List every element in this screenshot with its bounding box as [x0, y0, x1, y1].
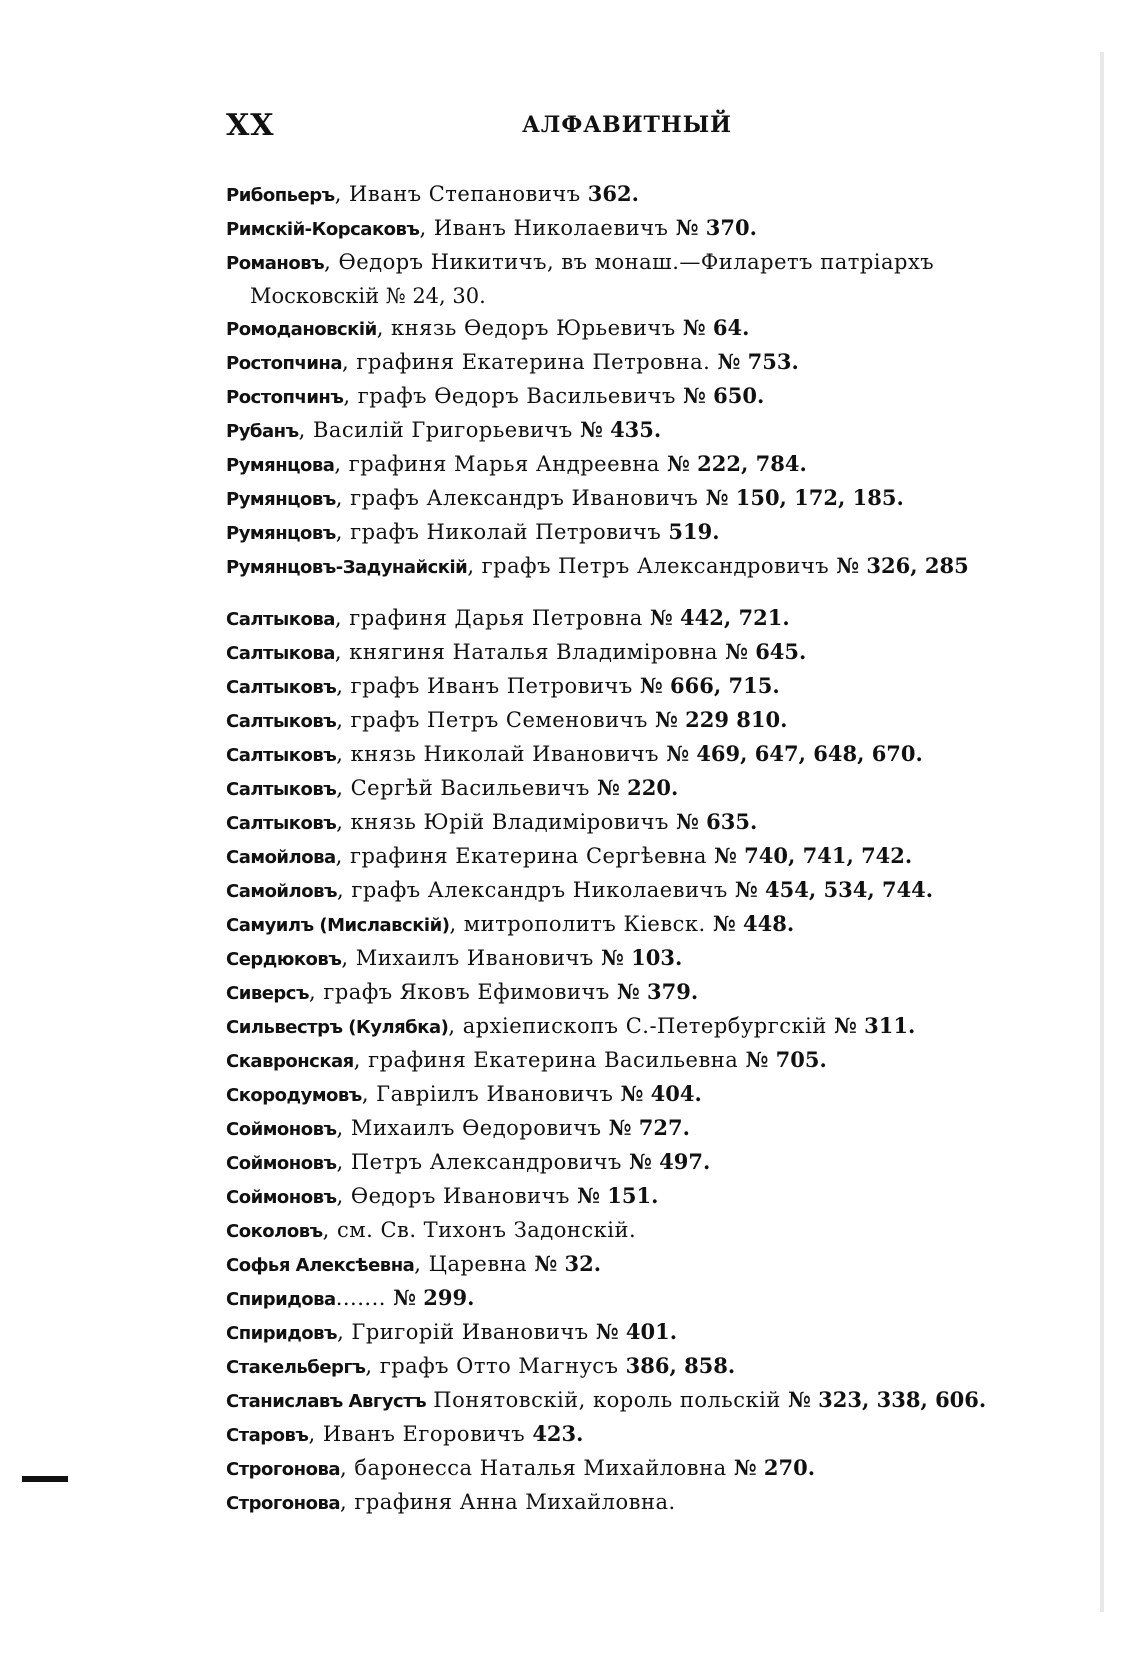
- entry-description: , Иванъ Егоровичъ: [308, 1422, 533, 1446]
- index-entry: [226, 1418, 1046, 1452]
- entry-references: № 64.: [682, 315, 750, 340]
- index-entry: [226, 448, 1046, 482]
- entry-name: Соймоновъ: [226, 1119, 337, 1140]
- entry-name: Самойлова: [226, 847, 336, 868]
- entry-name: Сиверсъ: [226, 983, 310, 1004]
- entry-description: , графиня Екатерина Петровна.: [342, 350, 718, 374]
- index-entry: [226, 178, 1046, 212]
- entry-references: 423.: [532, 1421, 584, 1446]
- entry-name: Соколовъ: [226, 1221, 323, 1242]
- entry-references: № 222, 784.: [667, 451, 807, 476]
- entry-references: № 103.: [600, 945, 683, 970]
- index-entry: [226, 942, 1046, 976]
- index-entry: [226, 1452, 1046, 1486]
- entry-description: .......: [335, 1286, 394, 1310]
- entry-description: , Царевна: [414, 1252, 535, 1276]
- entry-name: Румянцовъ: [226, 523, 336, 544]
- entry-description: , графъ Отто Магнусъ: [365, 1354, 626, 1378]
- entry-name: Ростопчинъ: [226, 387, 344, 408]
- entry-references: № 401.: [595, 1319, 678, 1344]
- entry-references: № 705.: [745, 1047, 827, 1072]
- entry-description: , князь Ѳедоръ Юрьевичъ: [376, 316, 683, 340]
- index-entry: [226, 482, 1046, 516]
- entry-name: Салтыковъ: [226, 779, 337, 800]
- index-entry: [226, 1180, 1046, 1214]
- entry-description: , графъ Ѳедоръ Васильевичъ: [343, 384, 684, 408]
- entry-name: Романовъ: [226, 253, 325, 274]
- entry-description: , графъ Александръ Николаевичъ: [337, 878, 735, 902]
- index-entry: [226, 1282, 1046, 1316]
- entry-references: № 448.: [712, 911, 795, 936]
- index-entry: [226, 1112, 1046, 1146]
- entry-description: , Гавріилъ Ивановичъ: [361, 1082, 621, 1106]
- entry-references: 362.: [587, 181, 639, 206]
- entry-references: № 150, 172, 185.: [705, 485, 904, 510]
- entry-references: № 645.: [725, 639, 807, 664]
- entry-references: № 311.: [834, 1013, 916, 1038]
- entry-description: , Василій Григорьевичъ: [298, 418, 580, 442]
- entry-description: , см. Св. Тихонъ Задонскій.: [322, 1218, 637, 1242]
- index-entry: [226, 380, 1046, 414]
- entry-description: , графиня Анна Михайловна.: [340, 1490, 676, 1514]
- entry-references: 386, 858.: [625, 1353, 736, 1378]
- index-entry: [226, 1044, 1046, 1078]
- index-entry: [226, 1078, 1046, 1112]
- entry-name: Салтыкова: [226, 643, 335, 664]
- index-entry: [226, 1010, 1046, 1044]
- entry-name: Салтыковъ: [226, 677, 337, 698]
- entry-description: , графъ Петръ Александровичъ: [467, 554, 837, 578]
- entry-references: № 727.: [608, 1115, 690, 1140]
- entry-description: , графъ Петръ Семеновичъ: [336, 708, 656, 732]
- entry-references: № 299.: [393, 1285, 475, 1310]
- entry-name: Румянцовъ-Задунайскій: [226, 557, 468, 578]
- index-entry: [226, 806, 1046, 840]
- entry-continuation: Московскій № 24, 30.: [250, 284, 486, 308]
- entry-references: № 151.: [577, 1183, 659, 1208]
- entry-name: Ромодановскій: [226, 319, 377, 340]
- entry-name: Салтыковъ: [226, 745, 337, 766]
- index-entry: [226, 704, 1046, 738]
- entry-name: Рибопьеръ: [226, 185, 335, 206]
- index-entry: [226, 550, 1046, 584]
- index-entry: [226, 602, 1046, 636]
- entry-references: № 666, 715.: [639, 673, 780, 698]
- entry-description: , Сергѣй Васильевичъ: [336, 776, 598, 800]
- margin-mark: [1100, 52, 1104, 1612]
- index-entry: [226, 1316, 1046, 1350]
- index-entry: [226, 1350, 1046, 1384]
- entry-references: № 32.: [534, 1251, 602, 1276]
- index-entry: [226, 346, 1046, 380]
- index-entry: [226, 670, 1046, 704]
- entry-name: Сердюковъ: [226, 949, 342, 970]
- entry-references: № 435.: [579, 417, 662, 442]
- entry-description: , Ѳедоръ Никитичъ, въ монаш.—Филаретъ патріархъ: [324, 250, 935, 274]
- entry-references: № 497.: [629, 1149, 711, 1174]
- entry-description: , графъ Александръ Ивановичъ: [335, 486, 706, 510]
- index-entry: [226, 976, 1046, 1010]
- entry-name: Спиридова: [226, 1289, 336, 1310]
- entry-description: , графиня Екатерина Васильевна: [353, 1048, 746, 1072]
- entry-name: Старовъ: [226, 1425, 309, 1446]
- entry-description: , Михаилъ Ивановичъ: [341, 946, 601, 970]
- entry-description: , митрополитъ Кіевск.: [449, 912, 713, 936]
- entry-name: Рубанъ: [226, 421, 299, 442]
- entry-description: , графиня Марья Андреевна: [334, 452, 668, 476]
- entry-name: Соймоновъ: [226, 1187, 337, 1208]
- entry-description: , князь Николай Ивановичъ: [336, 742, 667, 766]
- entry-name: Салтыковъ: [226, 813, 337, 834]
- entry-references: № 379.: [616, 979, 699, 1004]
- index-entry: [226, 1214, 1046, 1248]
- entry-name: Софья Алексѣевна: [226, 1255, 415, 1276]
- entry-references: № 404.: [620, 1081, 702, 1106]
- index-entry: [226, 874, 1046, 908]
- page-number: XX: [226, 108, 275, 143]
- entry-description: , Иванъ Николаевичъ: [419, 216, 676, 240]
- entry-references: № 270.: [733, 1455, 816, 1480]
- index-entry: [226, 772, 1046, 806]
- index-entry: [226, 908, 1046, 942]
- entry-name: Римскій-Корсаковъ: [226, 219, 420, 240]
- entry-name: Стакельбергъ: [226, 1357, 366, 1378]
- entry-name: Соймоновъ: [226, 1153, 337, 1174]
- entry-description: , графъ Николай Петровичъ: [335, 520, 669, 544]
- entry-description: , графъ Яковъ Ефимовичъ: [309, 980, 617, 1004]
- entry-references: № 740, 741, 742.: [714, 843, 913, 868]
- index-entry: [226, 516, 1046, 550]
- entry-references: № 650.: [683, 383, 765, 408]
- margin-mark: [22, 1476, 68, 1482]
- entry-references: № 753.: [717, 349, 799, 374]
- entry-references: № 370.: [675, 215, 757, 240]
- entry-references: № 220.: [597, 775, 679, 800]
- entry-description: , Ѳедоръ Ивановичъ: [336, 1184, 578, 1208]
- entry-references: № 229 810.: [655, 707, 788, 732]
- entry-description: Понятовскій, король польскій: [426, 1388, 789, 1412]
- page-header: [226, 108, 732, 144]
- entry-description: , княгиня Наталья Владиміровна: [334, 640, 726, 664]
- entry-name: Самуилъ (Миславскій): [226, 915, 450, 936]
- entry-description: , графъ Иванъ Петровичъ: [336, 674, 640, 698]
- entry-description: , Петръ Александровичъ: [336, 1150, 630, 1174]
- entry-name: Строгонова: [226, 1459, 341, 1480]
- entry-description: , Григорій Ивановичъ: [337, 1320, 596, 1344]
- index-entry: [226, 636, 1046, 670]
- index-entry: [226, 414, 1046, 448]
- entry-references: № 442, 721.: [649, 605, 790, 630]
- entry-name: Скавронская: [226, 1051, 354, 1072]
- index-entry: [226, 840, 1046, 874]
- entry-references: № 635.: [676, 809, 758, 834]
- entry-references: № 323, 338, 606.: [788, 1387, 987, 1412]
- index-entry: [226, 1384, 1046, 1418]
- entry-references: 519.: [668, 519, 720, 544]
- entry-references: № 454, 534, 744.: [734, 877, 934, 902]
- index-entry: [226, 1486, 1046, 1520]
- index-entry: [226, 312, 1046, 346]
- index-entry: [226, 738, 1046, 772]
- entry-name: Ростопчина: [226, 353, 343, 374]
- entry-description: , баронесса Наталья Михайловна: [340, 1456, 734, 1480]
- entry-description: , Иванъ Степановичъ: [334, 182, 588, 206]
- entry-description: , графиня Дарья Петровна: [334, 606, 650, 630]
- entry-name: Салтыковъ: [226, 711, 337, 732]
- entry-name: Скородумовъ: [226, 1085, 362, 1106]
- entry-description: , графиня Екатерина Сергѣевна: [335, 844, 715, 868]
- entry-description: , Михаилъ Ѳедоровичъ: [336, 1116, 609, 1140]
- index-entry: [226, 1248, 1046, 1282]
- alphabetical-index: [226, 178, 1046, 1520]
- entry-description: , архіепископъ С.-Петербургскій: [448, 1014, 834, 1038]
- entry-name: Румянцовъ: [226, 489, 336, 510]
- entry-name: Станиславъ Августъ: [226, 1391, 427, 1412]
- entry-references: № 469, 647, 648, 670.: [666, 741, 923, 766]
- entry-name: Салтыкова: [226, 609, 335, 630]
- entry-description: , князь Юрій Владиміровичъ: [336, 810, 677, 834]
- entry-references: № 326, 285: [836, 553, 969, 578]
- entry-name: Спиридовъ: [226, 1323, 338, 1344]
- entry-name: Румянцова: [226, 455, 335, 476]
- entry-name: Сильвестръ (Кулябка): [226, 1017, 449, 1038]
- entry-name: Строгонова: [226, 1493, 341, 1514]
- index-entry: [226, 212, 1046, 246]
- entry-name: Самойловъ: [226, 881, 338, 902]
- running-head: АЛФАВИТНЫЙ: [522, 112, 732, 138]
- index-entry: [226, 1146, 1046, 1180]
- index-entry: [226, 246, 1046, 280]
